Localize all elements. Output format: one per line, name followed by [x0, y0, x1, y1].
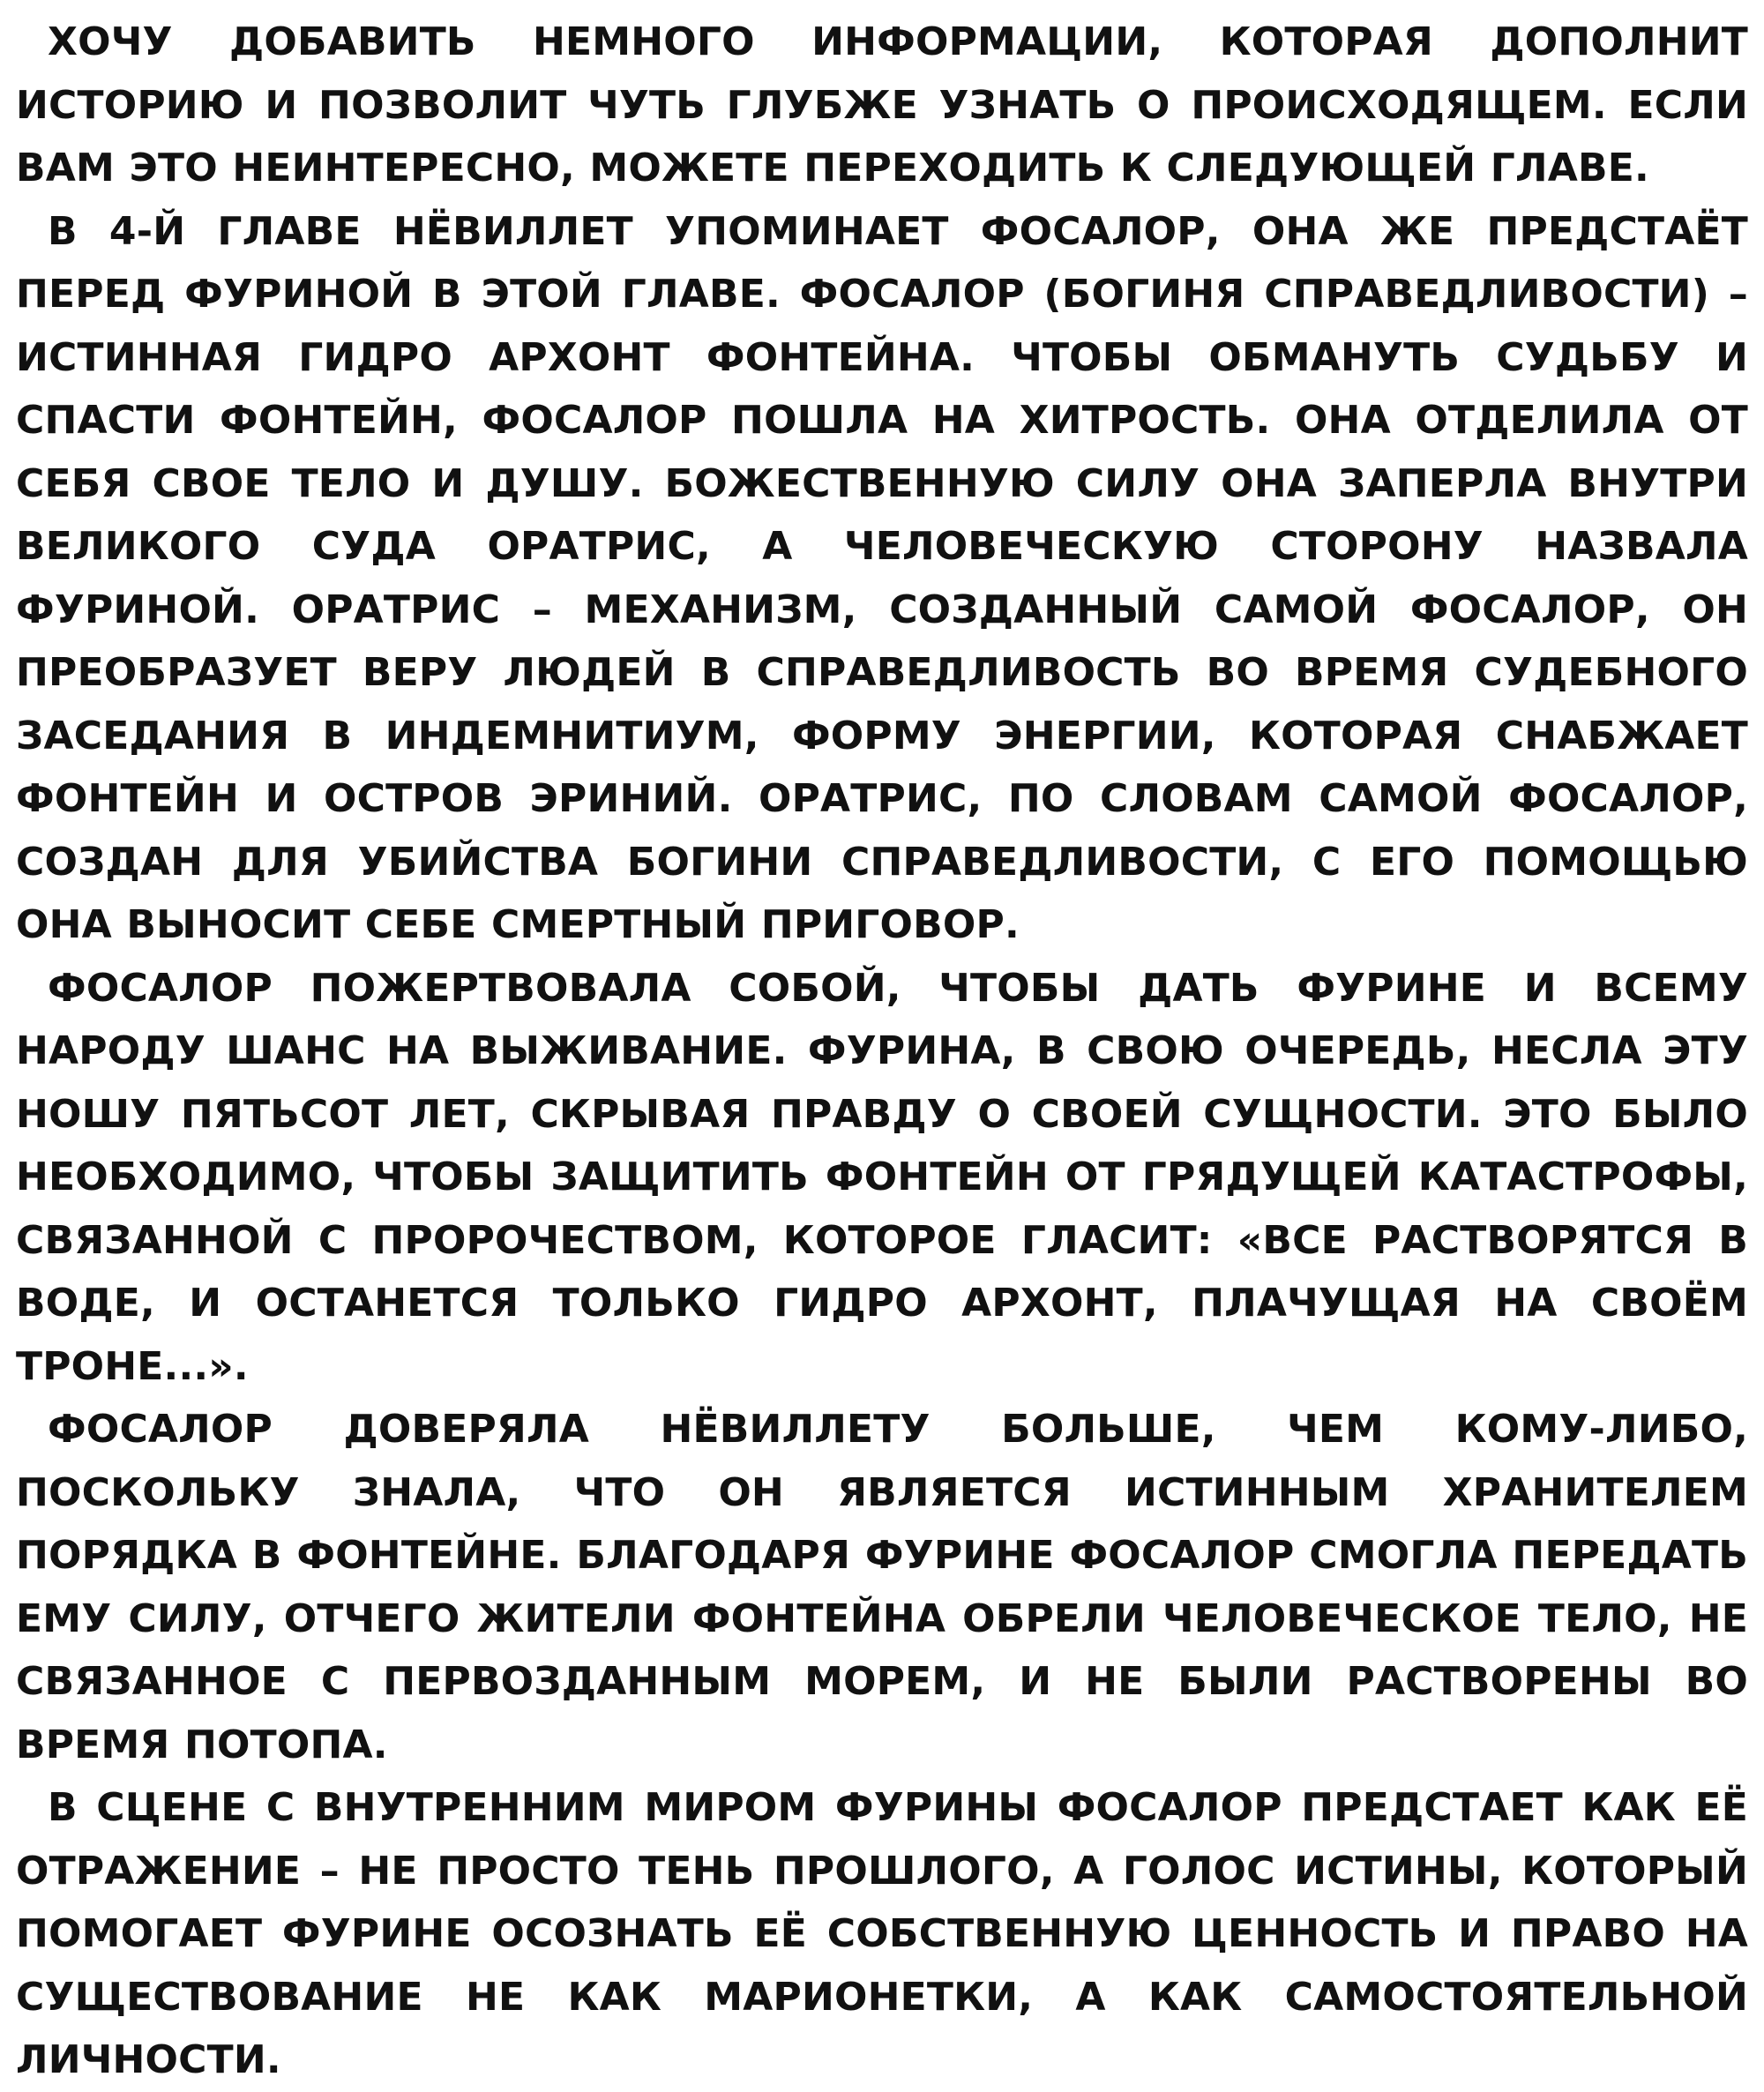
paragraph-inner-world: В СЦЕНЕ С ВНУТРЕННИМ МИРОМ ФУРИНЫ ФОСАЛОР ПРЕДСТАЕТ КАК ЕЁ ОТРАЖЕНИЕ – НЕ ПРОСТО ТЕНЬ ПРОШЛОГО, А ГОЛОС ИСТИНЫ, КОТОРЫЙ ПОМОГАЕТ ФУРИНЕ ОСОЗНАТЬ ЕЁ СОБСТВЕННУЮ ЦЕННОСТЬ И ПРАВО НА СУЩЕСТВОВАНИЕ НЕ КАК МАРИОНЕТКИ, А КАК САМОСТОЯТЕЛЬНОЙ ЛИЧНОСТИ.	[16, 1785, 1748, 2082]
paragraph-neuvillette-trust: ФОСАЛОР ДОВЕРЯЛА НЁВИЛЛЕТУ БОЛЬШЕ, ЧЕМ КОМУ-ЛИБО, ПОСКОЛЬКУ ЗНАЛА, ЧТО ОН ЯВЛЯЕТСЯ ИСТИННЫМ ХРАНИТЕЛЕМ ПОРЯДКА В ФОНТЕЙНЕ. БЛАГОДАРЯ ФУРИНЕ ФОСАЛОР СМОГЛА ПЕРЕДАТЬ ЕМУ СИЛУ, ОТЧЕГО ЖИТЕЛИ ФОНТЕЙНА ОБРЕЛИ ЧЕЛОВЕЧЕСКОЕ ТЕЛО, НЕ СВЯЗАННОЕ С ПЕРВОЗДАННЫМ МОРЕМ, И НЕ БЫЛИ РАСТВОРЕНЫ ВО ВРЕМЯ ПОТОПА.	[16, 1407, 1748, 1767]
paragraph-sacrifice: ФОСАЛОР ПОЖЕРТВОВАЛА СОБОЙ, ЧТОБЫ ДАТЬ ФУРИНЕ И ВСЕМУ НАРОДУ ШАНС НА ВЫЖИВАНИЕ. ФУРИНА, В СВОЮ ОЧЕРЕДЬ, НЕСЛА ЭТУ НОШУ ПЯТЬСОТ ЛЕТ, СКРЫВАЯ ПРАВДУ О СВОЕЙ СУЩНОСТИ. ЭТО БЫЛО НЕОБХОДИМО, ЧТОБЫ ЗАЩИТИТЬ ФОНТЕЙН ОТ ГРЯДУЩЕЙ КАТАСТРОФЫ, СВЯЗАННОЙ С ПРОРОЧЕСТВОМ, КОТОРОЕ ГЛАСИТ: «ВСЕ РАСТВОРЯТСЯ В ВОДЕ, И ОСТАНЕТСЯ ТОЛЬКО ГИДРО АРХОНТ, ПЛАЧУЩАЯ НА СВОЁМ ТРОНЕ...».	[16, 965, 1748, 1389]
paragraph-intro: ХОЧУ ДОБАВИТЬ НЕМНОГО ИНФОРМАЦИИ, КОТОРАЯ ДОПОЛНИТ ИСТОРИЮ И ПОЗВОЛИТ ЧУТЬ ГЛУБЖЕ УЗНАТЬ О ПРОИСХОДЯЩЕМ. ЕСЛИ ВАМ ЭТО НЕИНТЕРЕСНО, МОЖЕТЕ ПЕРЕХОДИТЬ К СЛЕДУЮЩЕЙ ГЛАВЕ.	[16, 19, 1748, 191]
text-page	[16, 11, 1748, 2092]
paragraph-focalors-origin: В 4-Й ГЛАВЕ НЁВИЛЛЕТ УПОМИНАЕТ ФОСАЛОР, ОНА ЖЕ ПРЕДСТАЁТ ПЕРЕД ФУРИНОЙ В ЭТОЙ ГЛАВЕ. ФОСАЛОР (БОГИНЯ СПРАВЕДЛИВОСТИ) – ИСТИННАЯ ГИДРО АРХОНТ ФОНТЕЙНА. ЧТОБЫ ОБМАНУТЬ СУДЬБУ И СПАСТИ ФОНТЕЙН, ФОСАЛОР ПОШЛА НА ХИТРОСТЬ. ОНА ОТДЕЛИЛА ОТ СЕБЯ СВОЕ ТЕЛО И ДУШУ. БОЖЕСТВЕННУЮ СИЛУ ОНА ЗАПЕРЛА ВНУТРИ ВЕЛИКОГО СУДА ОРАТРИС, А ЧЕЛОВЕЧЕСКУЮ СТОРОНУ НАЗВАЛА ФУРИНОЙ. ОРАТРИС – МЕХАНИЗМ, СОЗДАННЫЙ САМОЙ ФОСАЛОР, ОН ПРЕОБРАЗУЕТ ВЕРУ ЛЮДЕЙ В СПРАВЕДЛИВОСТЬ ВО ВРЕМЯ СУДЕБНОГО ЗАСЕДАНИЯ В ИНДЕМНИТИУМ, ФОРМУ ЭНЕРГИИ, КОТОРАЯ СНАБЖАЕТ ФОНТЕЙН И ОСТРОВ ЭРИНИЙ. ОРАТРИС, ПО СЛОВАМ САМОЙ ФОСАЛОР, СОЗДАН ДЛЯ УБИЙСТВА БОГИНИ СПРАВЕДЛИВОСТИ, С ЕГО ПОМОЩЬЮ ОНА ВЫНОСИТ СЕБЕ СМЕРТНЫЙ ПРИГОВОР.	[16, 208, 1748, 947]
